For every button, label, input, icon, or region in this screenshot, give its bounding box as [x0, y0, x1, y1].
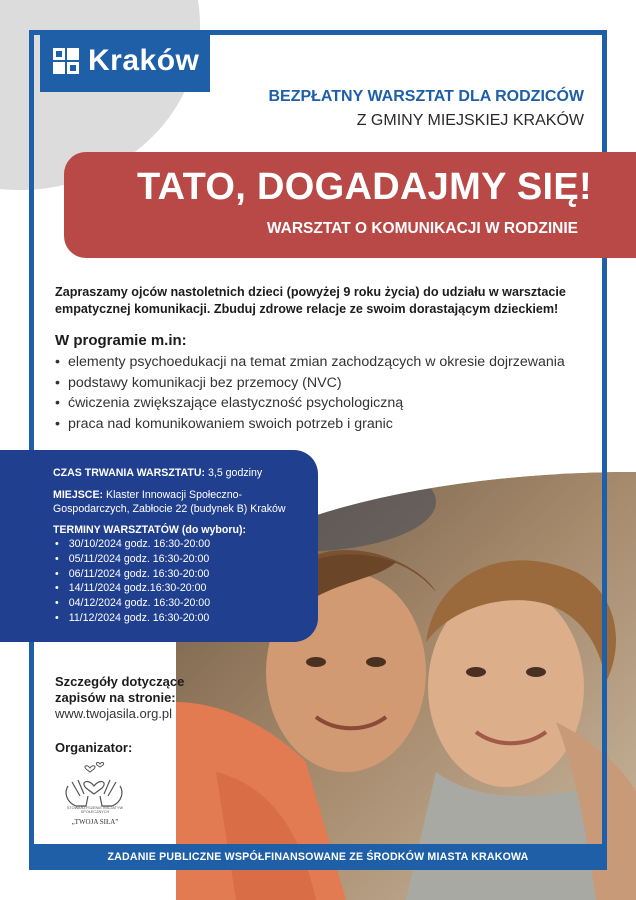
organizer-name: „TWOJA SIŁA” — [71, 818, 119, 826]
signup-url-link[interactable]: www.twojasila.org.pl — [55, 706, 173, 721]
place-line2: Gospodarczych, Zabłocie 22 (budynek B) Kraków — [53, 503, 286, 515]
details-line1: Szczegóły dotyczące — [55, 674, 185, 689]
program-list — [55, 352, 565, 434]
intro-text — [55, 284, 585, 318]
intro-line2: empatycznej komunikacji. Zbuduj zdrowe relacje ze swoim dorastającym dzieckiem! — [55, 302, 559, 316]
logo-text: Kraków — [88, 44, 200, 77]
header-line1: BEZPŁATNY WARSZTAT DLA RODZICÓW — [268, 88, 584, 105]
program-title: W programie m.in: — [55, 332, 187, 349]
date-item: • 11/12/2024 godz. 16:30-20:00 — [53, 611, 306, 626]
info-box — [0, 450, 318, 642]
duration-row — [53, 466, 306, 480]
duration-value: 3,5 godziny — [207, 467, 263, 479]
dates-label: TERMINY WARSZTATÓW (do wyboru): — [53, 524, 247, 536]
intro-line1: Zapraszamy ojców nastoletnich dzieci (powyżej 9 roku życia) do udziału w warsztacie — [55, 285, 566, 299]
organizer-label: Organizator: — [55, 740, 133, 755]
signup-details — [55, 674, 184, 722]
program-item: • ćwiczenia zwiększające elastyczność psychologiczną — [55, 393, 565, 414]
organizer-name-small-1: STOWARZYSZENIE INICJATYW — [66, 806, 124, 810]
details-line2: zapisów na stronie: — [55, 690, 176, 705]
date-item: • 30/10/2024 godz. 16:30-20:00 — [53, 537, 306, 552]
program-item: • podstawy komunikacji bez przemocy (NVC) — [55, 373, 565, 394]
place-label: MIEJSCE: — [53, 489, 104, 501]
footer-bar — [29, 844, 607, 870]
organizer-name-small — [48, 806, 142, 815]
krakow-logo — [40, 30, 210, 92]
title-banner — [64, 152, 636, 258]
krakow-logo-icon — [52, 47, 80, 75]
main-title: TATO, DOGADAJMY SIĘ! — [136, 166, 592, 208]
duration-label: CZAS TRWANIA WARSZTATU: — [53, 467, 206, 479]
date-item: • 05/11/2024 godz. 16:30-20:00 — [53, 552, 306, 567]
banner-subtitle: WARSZTAT O KOMUNIKACJI W RODZINIE — [266, 220, 578, 237]
program-item: • elementy psychoedukacji na temat zmian zachodzących w okresie dojrzewania — [55, 352, 565, 373]
date-item: • 04/12/2024 godz. 16:30-20:00 — [53, 596, 306, 611]
program-item: • praca nad komunikowaniem swoich potrzeb i granic — [55, 414, 565, 435]
header-line2: Z GMINY MIEJSKIEJ KRAKÓW — [356, 112, 584, 129]
dates-list — [53, 537, 306, 626]
place-line1: Klaster Innowacji Społeczno- — [106, 489, 243, 501]
place-row — [53, 488, 306, 516]
date-item: • 14/11/2024 godz.16:30-20:00 — [53, 581, 306, 596]
date-item: • 06/11/2024 godz. 16:30-20:00 — [53, 567, 306, 582]
organizer-name-small-2: SPOŁECZNYCH — [80, 810, 110, 815]
footer-text: ZADANIE PUBLICZNE WSPÓŁFINANSOWANE ZE ŚRODKÓW MIASTA KRAKOWA — [107, 851, 529, 863]
